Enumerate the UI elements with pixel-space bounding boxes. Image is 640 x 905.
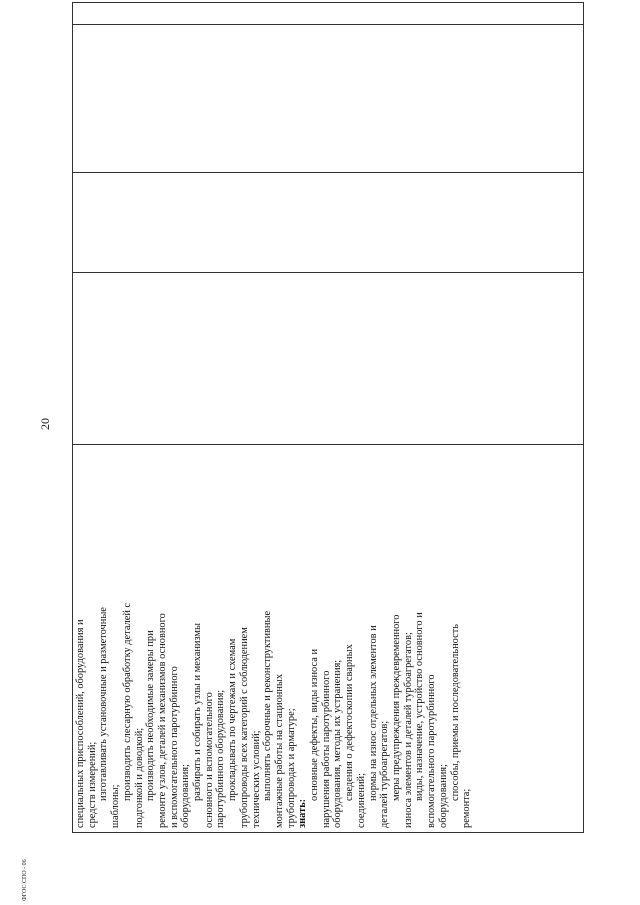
curriculum-table-frame xyxy=(72,3,584,833)
content-lines xyxy=(73,445,473,832)
empty-cell xyxy=(73,173,584,273)
content-line: прокладывать по чертежам и схемам xyxy=(227,638,239,801)
content-line: соединений; xyxy=(355,773,367,828)
content-line: ремонте узлов, деталей и механизмов основного xyxy=(156,613,168,828)
content-line: шаблоны; xyxy=(110,784,122,828)
content-line: деталей турбоагрегатов; xyxy=(379,720,391,828)
table-row xyxy=(73,3,584,833)
content-line: монтажные работы на стационных xyxy=(273,673,285,828)
content-line: знать: xyxy=(297,798,309,828)
content-line: нарушения работы паротурбинного xyxy=(320,670,332,828)
content-line: технических условий; xyxy=(250,730,262,828)
page-number: 20 xyxy=(38,418,52,430)
curriculum-table xyxy=(72,2,584,833)
content-line: основного и вспомогательного xyxy=(203,692,215,828)
footer-code: ФГОС СПО - 06 xyxy=(22,859,28,901)
empty-cell xyxy=(73,3,584,25)
content-line: основные дефекты, виды износа и xyxy=(309,649,321,801)
content-line: ремонта; xyxy=(461,788,473,828)
content-line: средств измерений; xyxy=(86,741,98,828)
content-line: производить необходимые замеры при xyxy=(145,630,157,801)
content-line: виды, назначение, устройство основного и xyxy=(414,612,426,801)
empty-cell xyxy=(73,25,584,173)
content-line: сведения о дефектоскопии сварных xyxy=(344,644,356,801)
content-line: вспомогательного паротурбинного xyxy=(426,674,438,828)
content-cell xyxy=(73,445,584,833)
empty-cell xyxy=(73,273,584,445)
content-line: производить слесарную обработку деталей с xyxy=(121,602,133,801)
content-line: трубопроводы всех категорий с соблюдением xyxy=(238,627,250,828)
content-line: разбирать и собирать узлы и механизмы xyxy=(192,623,204,801)
content-line: износа элементов и деталей турбоагрегатов; xyxy=(402,632,414,828)
content-line: нормы на износ отдельных элементов и xyxy=(367,625,379,801)
content-line: оборудования; xyxy=(180,764,192,828)
content-line: меры предупреждения преждевременного xyxy=(390,614,402,801)
content-line: изготавливать установочные и разметочные xyxy=(98,607,110,801)
content-line: паротурбинного оборудования; xyxy=(215,689,227,828)
content-line: подгонкой и доводкой; xyxy=(133,727,145,828)
content-line: оборудования, методы их устранения; xyxy=(332,659,344,828)
content-line: оборудования; xyxy=(437,764,449,828)
content-line: специальных приспособлений, оборудования и xyxy=(75,619,86,828)
content-line: трубопроводах и арматуре; xyxy=(285,708,297,828)
content-line: способы, приемы и последовательность xyxy=(449,623,461,801)
content-line: выполнять сборочные и реконструктивные xyxy=(262,610,274,801)
content-line: и вспомогательного паротурбинного xyxy=(168,666,180,828)
